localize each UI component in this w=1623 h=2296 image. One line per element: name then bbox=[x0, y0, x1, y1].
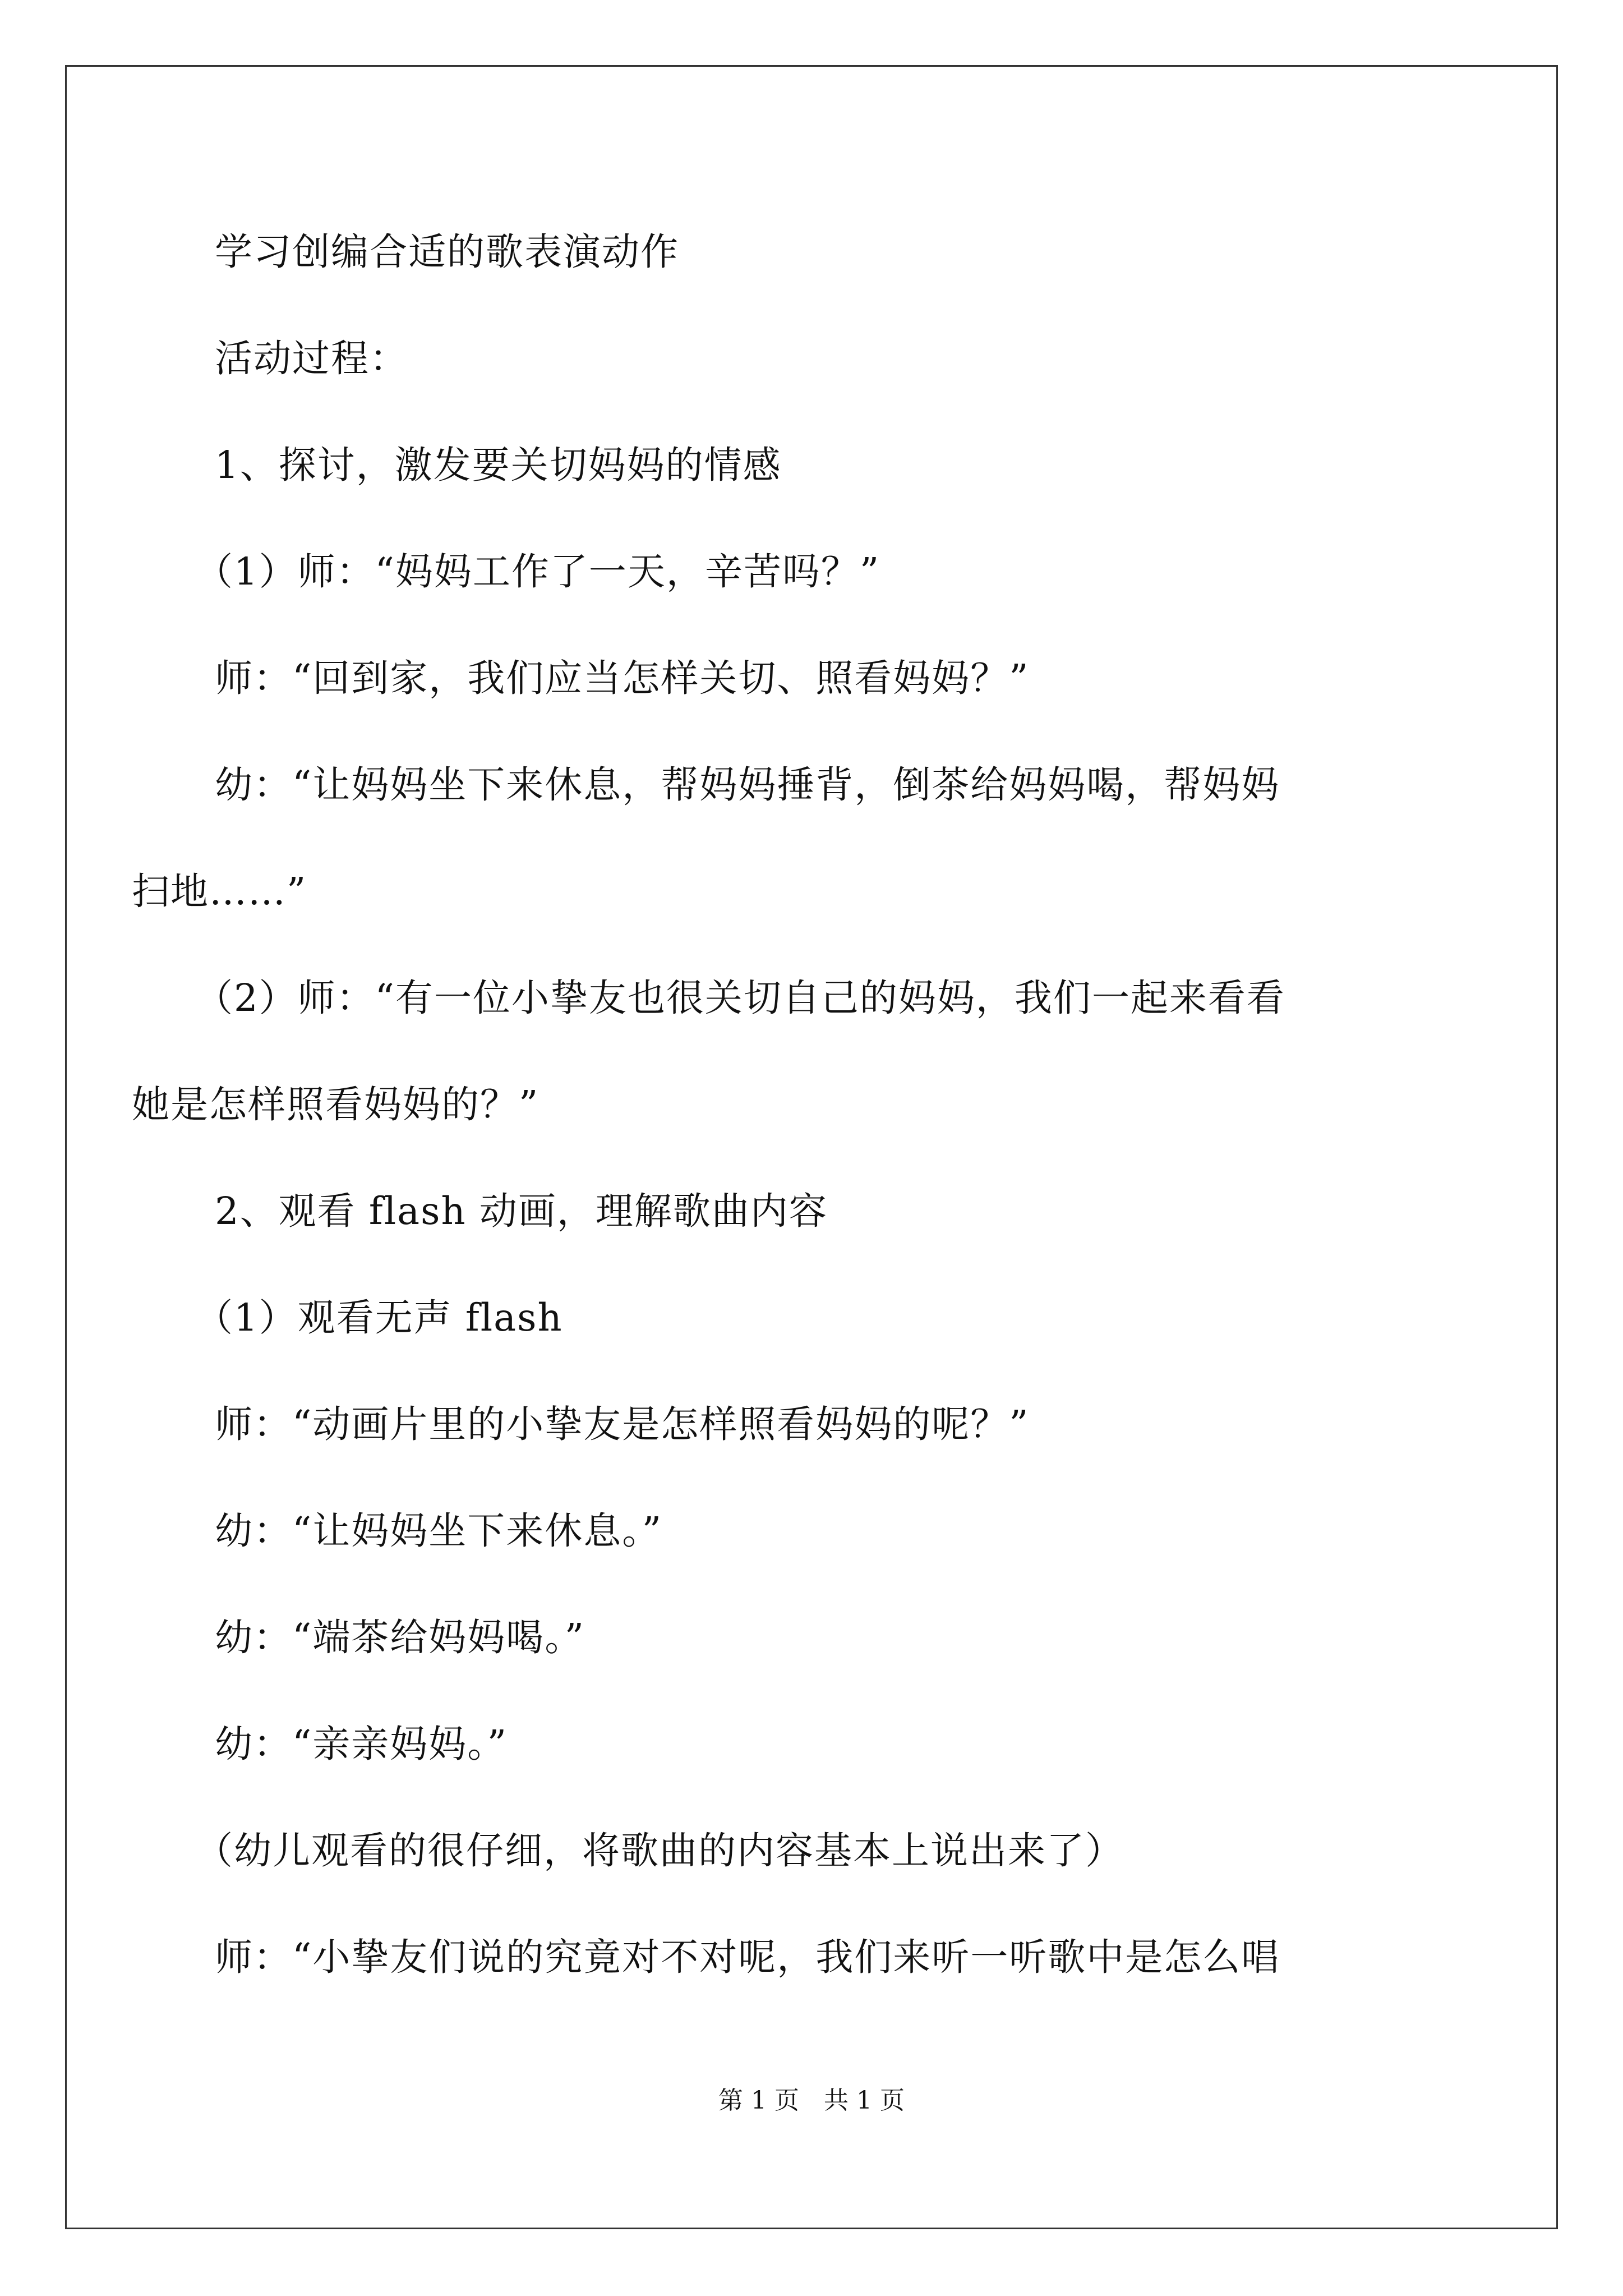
page-total: 共 1 页 bbox=[824, 2086, 905, 2115]
text-line: （1）观看无声 flash bbox=[195, 1296, 563, 1340]
text-line: （幼儿观看的很仔细，将歌曲的内容基本上说出来了） bbox=[195, 1829, 1124, 1872]
text-line: （2）师：“有一位小挚友也很关切自己的妈妈，我们一起来看看 bbox=[195, 976, 1285, 1020]
text-line: 师：“动画片里的小挚友是怎样照看妈妈的呢？” bbox=[215, 1402, 1030, 1446]
text-line: 她是怎样照看妈妈的？” bbox=[132, 1083, 540, 1126]
page-number: 第 1 页 bbox=[718, 2086, 799, 2115]
text-line: 学习创编合适的歌表演动作 bbox=[215, 230, 679, 274]
text-line: 2、观看 flash 动画，理解歌曲内容 bbox=[215, 1189, 828, 1233]
text-line: 1、探讨，激发要关切妈妈的情感 bbox=[215, 443, 782, 487]
text-line: 师：“回到家，我们应当怎样关切、照看妈妈？” bbox=[215, 656, 1030, 700]
text-line: 师：“小挚友们说的究竟对不对呢，我们来听一听歌中是怎么唱 bbox=[215, 1935, 1280, 1979]
text-line: 幼：“让妈妈坐下来休息，帮妈妈捶背，倒茶给妈妈喝，帮妈妈 bbox=[215, 763, 1280, 807]
text-line: 活动过程： bbox=[215, 337, 408, 380]
text-line: 扫地……” bbox=[132, 869, 307, 913]
text-line: 幼：“端茶给妈妈喝。” bbox=[215, 1616, 585, 1659]
page-footer bbox=[0, 2084, 1623, 2118]
text-line: （1）师：“妈妈工作了一天，辛苦吗？” bbox=[195, 550, 880, 593]
text-line: 幼：“让妈妈坐下来休息。” bbox=[215, 1509, 663, 1553]
text-line: 幼：“亲亲妈妈。” bbox=[215, 1722, 508, 1766]
